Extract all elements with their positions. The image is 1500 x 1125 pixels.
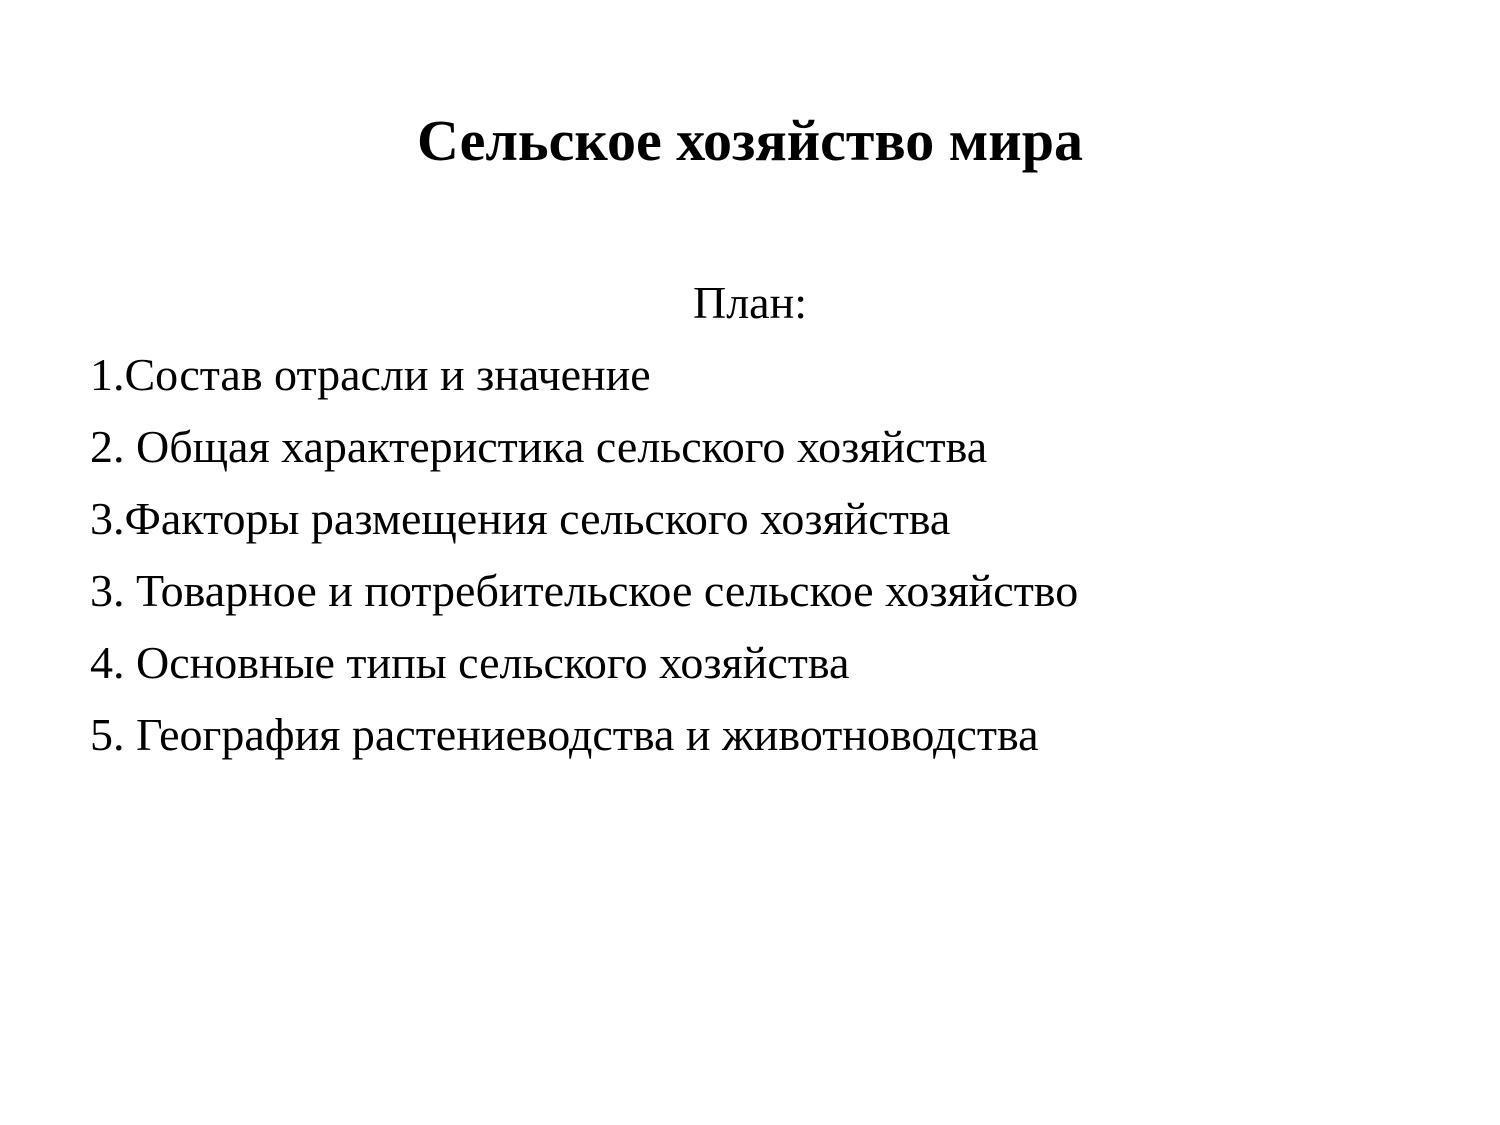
plan-item-5: 4. Основные типы сельского хозяйства (90, 637, 850, 688)
plan-item-4: 3. Товарное и потребительское сельское хозяйство (90, 565, 1079, 616)
plan-heading: План: (693, 277, 807, 328)
plan-item-1: 1.Состав отрасли и значение (90, 349, 651, 400)
plan-list (90, 348, 1450, 780)
plan-item-6: 5. География растениеводства и животноводства (90, 709, 1039, 760)
plan-item-3: 3.Факторы размещения сельского хозяйства (90, 493, 951, 544)
slide-title: Сельское хозяйство мира (417, 108, 1083, 173)
plan-item-2: 2. Общая характеристика сельского хозяйства (90, 421, 988, 472)
